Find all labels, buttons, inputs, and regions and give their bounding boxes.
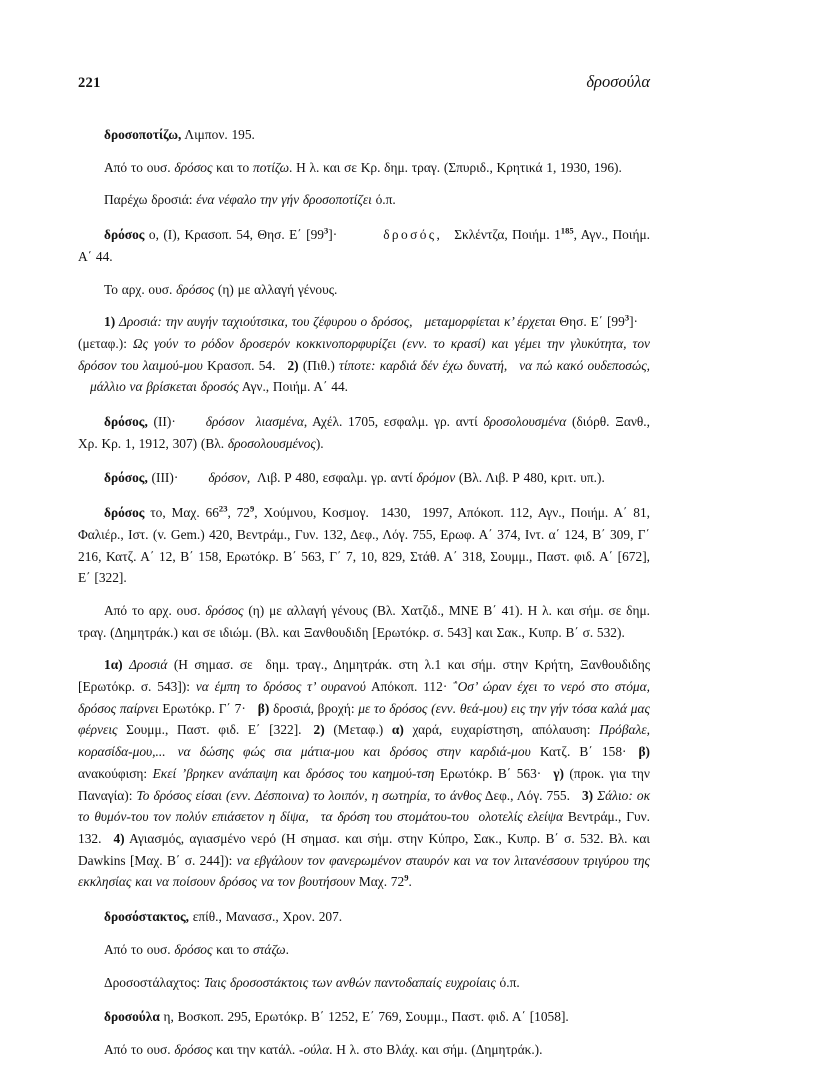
headword-references: το, Μαχ. $66^{23}$, $72^9$, Χούμνου, Κοσμογ. 1430, 1997, Απόκοπ. 112, Αγν., Ποιήμ. Α΄ 81, Φαλιέρ., Ιστ. (v. Gem.) 420, Βεντράμ., Γυν. 132, Δεφ., Λόγ. 755, Ερωφ. Α΄ 374, Ιντ. α΄ 124, Β΄ 309, Γ΄ 216, Κατζ. Α΄ 12, Β΄ 158, Ερωτόκρ. Β΄ 563, Γ΄ 7, 10, 829, Στάθ. Α΄ 318, Σουμμ., Παστ. φιδ. Α΄ [672], Ε΄ [322]. [78, 503, 651, 586]
running-head [78, 72, 650, 94]
entry-headword-line [78, 224, 650, 267]
headword[interactable]: δρόσος, [104, 414, 148, 430]
headword-roman-numeral: (ΙΙ)· [153, 414, 176, 430]
entry-etymology: Το αρχ. ουσ. δρόσος (η) με αλλαγή γένους. [104, 281, 338, 297]
entry-headword-line [78, 906, 650, 928]
dictionary-entry [78, 124, 650, 211]
sense-number: 1α) [104, 657, 123, 673]
headword[interactable]: δροσοποτίζω, [104, 127, 182, 142]
entry-headword-line [78, 502, 650, 589]
entry-etymology: Από το ουσ. δρόσος και την κατάλ. -ούλα. Η λ. στο Βλάχ. και σήμ. (Δημητράκ.). [104, 1041, 543, 1057]
headword-references: επίθ., Μανασσ., Χρον. 207. [192, 909, 343, 925]
entry-senses: 1) Δροσιά: την αυγήν ταχιούτσικα, του ζέφυρου ο δρόσος, μεταμορφίεται κ’ έρχεται Θησ. Ε΄ $[99^3]\cdot(\mu\varepsilon\tau\alpha\varphi.)$: Ως γούν το ρόδον δροσερόν κοκκινοπορφυρίζει (ενν. το κρασί) και γέμει την γλυκύτητα, τον δρόσον του λαιμού-μου Κρασοπ. 54. 2) (Πιθ.) τίποτε: καρδιά δέν έχω δυνατή, να πώ κακό ουδεποσώς,μάλλιο να βρίσκεται δροσός Αγν., Ποιήμ. Α΄ 44. [78, 312, 651, 395]
entry-citation: Δροσοστάλαχτος: Ταις δροσοστάκτοις των ανθών παντοδαπαίς ευχροίαις ό.π. [104, 974, 520, 990]
entry-headword-line [78, 124, 650, 146]
headword[interactable]: δροσόστακτος, [104, 909, 190, 925]
entry-etymology: Από το αρχ. ουσ. δρόσος (η) με αλλαγή γένους (Βλ. Χατζιδ., ΜΝΕ Β΄ 41). Η λ. και σήμ. σε δημ. τραγ. (Δημητράκ.) και σε ιδιώμ. (Βλ. και Ξανθουδιδη [Ερωτόκρ. σ. 543] και Σακ., Κυπρ. Β΄ σ. 532). [78, 602, 650, 640]
headword-references: η, Βοσκοπ. 295, Ερωτόκρ. Β΄ 1252, Ε΄ 769, Σουμμ., Παστ. φιδ. Α΄ [1058]. [163, 1009, 569, 1025]
sense-number: 4) [113, 830, 125, 846]
sense-number: 3) [581, 787, 594, 803]
entry-headword-line: δρόσος, (ΙΙΙ)· δρόσον, Λιβ. Ρ 480, εσφαλμ. γρ. αντί δρόμον (Βλ. Λιβ. Ρ 480, κριτ. υπ.). [104, 470, 605, 486]
entry-etymology: Από το ουσ. δρόσος και το ποτίζω. Η λ. και σε Κρ. δημ. τραγ. (Σπυριδ., Κρητικά 1, 1930, 196). [104, 159, 622, 175]
sense-number: 2) [287, 357, 299, 373]
entry-sense: Παρέχω δροσιά: ένα νέφαλο την γήν δροσοποτίζει ό.π. [104, 192, 396, 208]
headword[interactable]: δρόσος [104, 505, 145, 521]
entry-senses: 1α) Δροσιά (Η σημασ. σε δημ. τραγ., Δημητράκ. στη λ.1 και σήμ. στην Κρήτη, Ξανθουδιδης [Ερωτόκρ. σ. 543]): να έμπη το δρόσος τ’ ουρανού Απόκοπ. 112· ΅Οσ’ ώραν έχει το νερό στο στόμα, δρόσος παίρνει Ερωτόκρ. Γ΄ 7· β) δροσιά, βροχή: με το δρόσος (ενν. θεά-μου) εις την γήν τόσα καλά μας φέρνεις Σουμμ., Παστ. φιδ. Ε΄ [322]. 2) (Μεταφ.) α) χαρά, ευχαρίστηση, απόλαυση: Πρόβαλε, κορασίδα-μου,... να δώσης φώς σια μάτια-μου και δρόσος στην καρδιά-μου Κατζ. Β΄ 158· β) ανακούφιση: Εκεί ’βρηκεν ανάπαψη και δρόσος του καημού-τση Ερωτόκρ. Β΄ 563· γ) (προκ. για την Παναγία): Το δρόσος είσαι (ενν. Δέσποινα) το λοιπόν, η σωτηρία, το άνθος Δεφ., Λόγ. 755. 3) Σάλιο: οκ το θυμόν-του τον πολύν επιάσετον η δίψα, τα δρόση του στομάτου-του ολοτελίς ελείψα Βεντράμ., Γυν. 132. 4) Αγιασμός, αγιασμένο νερό (Η σημασ. και σήμ. στην Κύπρο, Σακ., Κυπρ. Β΄ σ. 532. Βλ. και Dawkins [Μαχ. Β΄ σ. 244]): να εβγάλουν τον φανερωμένον σταυρόν και να τον λιτανέσσουν τριγύρου της εκκλησίας και να ποίσουν δρόσος να τον βουτήσουν Μαχ. $72^9$. [78, 657, 650, 890]
dictionary-entry [78, 224, 650, 398]
running-head-lemma: δροσούλα [586, 72, 650, 91]
dictionary-entry [78, 411, 650, 454]
entry-headword-line [78, 1006, 650, 1028]
dictionary-entry [78, 1006, 650, 1060]
headword-references: o, (I), Κρασοπ. 54, Θησ. Ε΄ $[99^3]\cdot$ [148, 225, 338, 243]
sense-number: 2) [313, 722, 325, 738]
folio-number: 221 [78, 75, 101, 91]
dictionary-entry [78, 906, 650, 993]
headword-references: Λιμπον. 195. [184, 127, 255, 142]
headword[interactable]: δρόσος, [104, 470, 148, 486]
headword[interactable]: δροσούλα [104, 1009, 160, 1025]
headword[interactable]: δρόσος [104, 227, 145, 243]
variant-references: Σκλέντζα, Ποιήμ. $1^{185}$, Αγν., Ποιήμ. Α΄ 44. [78, 225, 650, 264]
headword-roman-numeral: (ΙΙΙ)· [151, 470, 179, 486]
entry-headword-line: δρόσος, (ΙΙ)· δρόσον λιασμένα, Αχέλ. 1705, εσφαλμ. γρ. αντί δροσολουσμένα (διόρθ. Ξανθ., Χρ. Κρ. 1, 1912, 307) (Βλ. δροσολουσμένος). [78, 414, 650, 451]
variant-form: δροσός, [383, 227, 443, 243]
dictionary-entry [78, 467, 650, 489]
sense-number: 1) [104, 314, 116, 330]
dictionary-entry [78, 502, 650, 893]
page-content [78, 72, 650, 1074]
entry-etymology: Από το ουσ. δρόσος και το στάζω. [104, 941, 289, 957]
